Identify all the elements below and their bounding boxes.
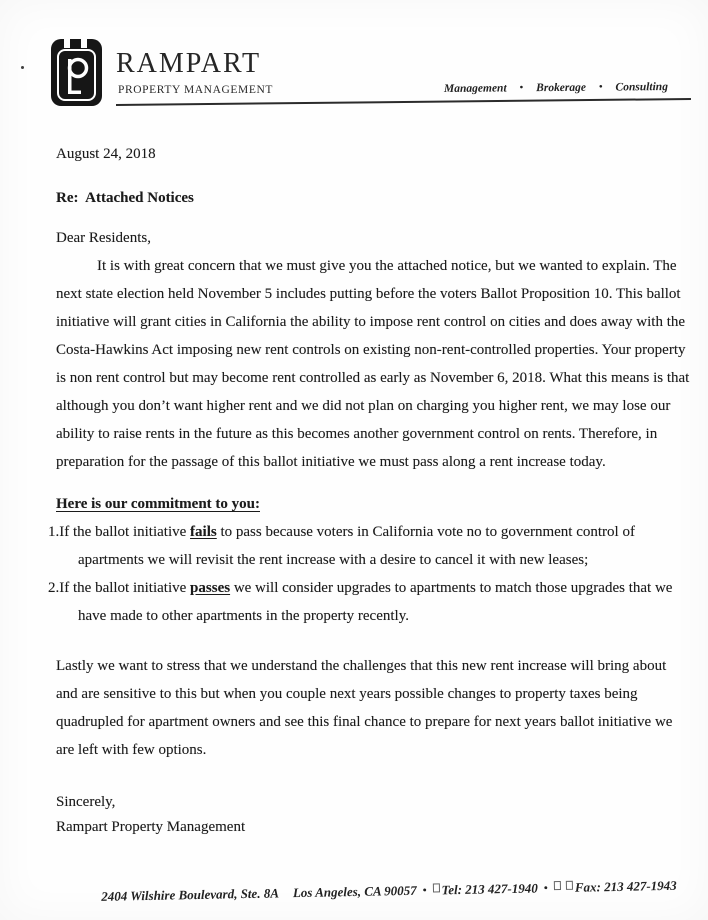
company-subtitle: PROPERTY MANAGEMENT bbox=[118, 84, 273, 96]
letter-date: August 24, 2018 bbox=[56, 146, 156, 162]
footer-contact-line bbox=[0, 877, 708, 907]
service-management: Management bbox=[444, 82, 507, 95]
signoff: Sincerely, bbox=[56, 794, 116, 810]
commitment-item-1 bbox=[48, 518, 691, 574]
commitment-item-2-prefix: 2.If the ballot initiative bbox=[48, 580, 191, 596]
commitment-item-2-emphasis: passes bbox=[190, 580, 231, 596]
signature-block bbox=[56, 790, 691, 840]
service-consulting: Consulting bbox=[615, 81, 669, 94]
header-rule bbox=[116, 98, 691, 106]
salutation: Dear Residents, bbox=[56, 230, 151, 246]
signature: Rampart Property Management bbox=[56, 819, 246, 835]
commitment-item-1-emphasis: fails bbox=[190, 524, 217, 540]
commitment-item-2-suffix: we will consider upgrades to apartments to match those upgrades that we have made to other apartments in the property recently. bbox=[78, 580, 673, 624]
box-artifact bbox=[554, 881, 561, 890]
closing-paragraph: Lastly we want to stress that we understand the challenges that this new rent increase will bring about and are sensitive to this but when you couple next years possible changes to property taxes being quadrupled for apartment owners and see this final chance to prepare for next years ballot initiative we are left with few options. bbox=[56, 658, 673, 758]
services-tagline bbox=[444, 81, 668, 95]
footer-fax: Fax: 213 427-1943 bbox=[574, 877, 677, 895]
footer-city-state-zip: Los Angeles, CA 90057 bbox=[292, 882, 417, 901]
box-artifact bbox=[566, 881, 573, 890]
commitment-item-1-suffix: to pass because voters in California vote no to government control of apartments we will revisit the rent increase with a desire to cancel it with new leases; bbox=[78, 524, 635, 568]
service-brokerage: Brokerage bbox=[536, 81, 587, 95]
company-name: RAMPART bbox=[116, 48, 262, 79]
scan-dot-artifact bbox=[21, 66, 24, 69]
intro-paragraph: It is with great concern that we must give you the attached notice, but we wanted to explain. The next state election held November 5 includes putting before the voters Ballot Proposition 10. This ballot initiative will grant cities in California the ability to impose rent control on cities and does away with the Costa-Hawkins Act imposing new rent controls on existing non-rent-controlled properties. Your property is non rent control but may become rent controlled as early as November 6, 2018. What this means is that although you don’t want higher rent and we did not plan on charging you higher rent, we may lose our ability to raise rents in the future as this becomes another government control on rents. Therefore, in preparation for the passage of this ballot initiative we must pass along a rent increase today. bbox=[56, 258, 690, 470]
box-artifact bbox=[432, 883, 439, 892]
bullet-separator: • bbox=[543, 882, 548, 895]
re-line: Re: Attached Notices bbox=[56, 190, 194, 206]
letter-body bbox=[48, 140, 691, 840]
bullet-separator: • bbox=[519, 82, 524, 94]
rampart-logo-icon bbox=[50, 37, 104, 108]
rampart-logo bbox=[50, 37, 104, 108]
bullet-separator: • bbox=[599, 81, 603, 93]
commitment-heading: Here is our commitment to you: bbox=[56, 496, 260, 512]
commitment-item-1-prefix: 1.If the ballot initiative bbox=[48, 524, 191, 540]
footer-tel: Tel: 213 427-1940 bbox=[441, 880, 538, 898]
commitment-item-2 bbox=[48, 574, 691, 630]
bullet-separator: • bbox=[422, 884, 427, 897]
footer-address: 2404 Wilshire Boulevard, Ste. 8A bbox=[101, 885, 280, 904]
